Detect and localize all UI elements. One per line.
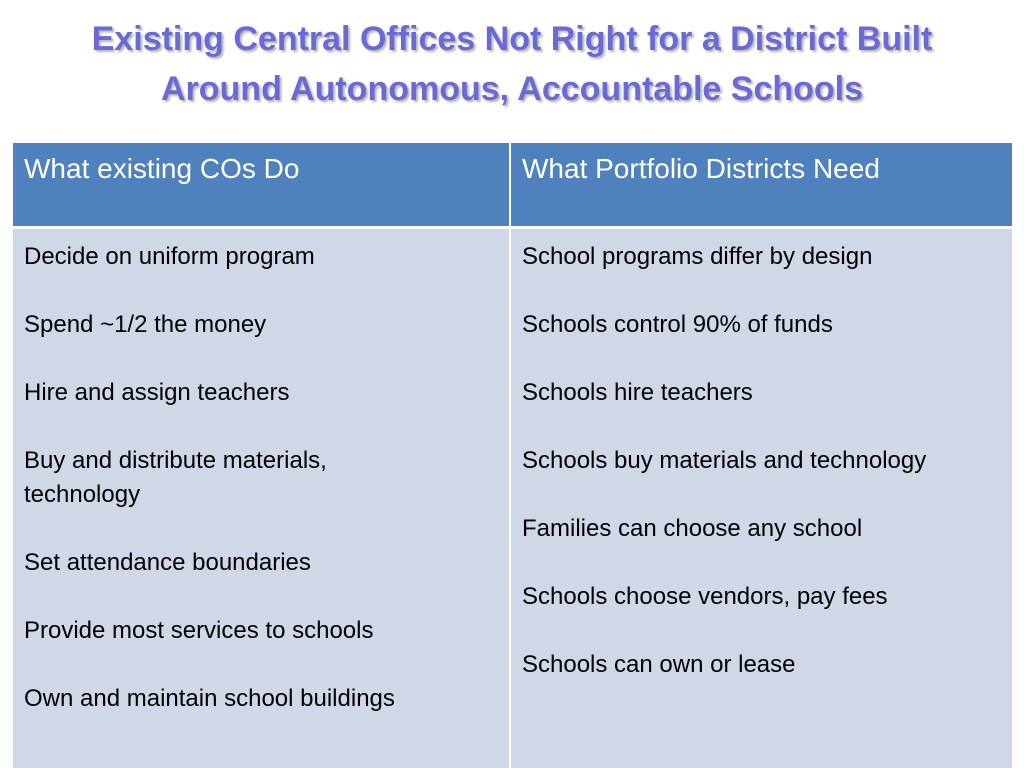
list-item: Set attendance boundaries (24, 549, 311, 576)
list-item: Schools control 90% of funds (522, 311, 833, 338)
slide-title (0, 14, 1024, 114)
list-item: Schools buy materials and technology (522, 447, 927, 474)
list-item: Spend ~1/2 the money (24, 311, 267, 338)
column-portfolio-districts (511, 229, 1012, 768)
title-line-2: Around Autonomous, Accountable Schools (160, 70, 864, 108)
list-item: Buy and distribute materials, technology (24, 447, 327, 508)
list-item: School programs differ by design (522, 243, 873, 270)
column-existing-cos (13, 229, 511, 768)
header-portfolio-districts: What Portfolio Districts Need (511, 143, 1012, 229)
list-item: Provide most services to schools (24, 617, 374, 644)
list-item: Schools choose vendors, pay fees (522, 583, 888, 610)
list-item: Decide on uniform program (24, 243, 315, 270)
list-item: Schools hire teachers (522, 379, 753, 406)
list-item: Own and maintain school buildings (24, 685, 395, 712)
list-item: Schools can own or lease (522, 651, 796, 678)
header-existing-cos: What existing COs Do (13, 143, 511, 229)
comparison-table (12, 143, 1012, 768)
list-item: Families can choose any school (522, 515, 863, 542)
title-line-1: Existing Central Offices Not Right for a District Built (91, 20, 933, 58)
list-item: Hire and assign teachers (24, 379, 290, 406)
